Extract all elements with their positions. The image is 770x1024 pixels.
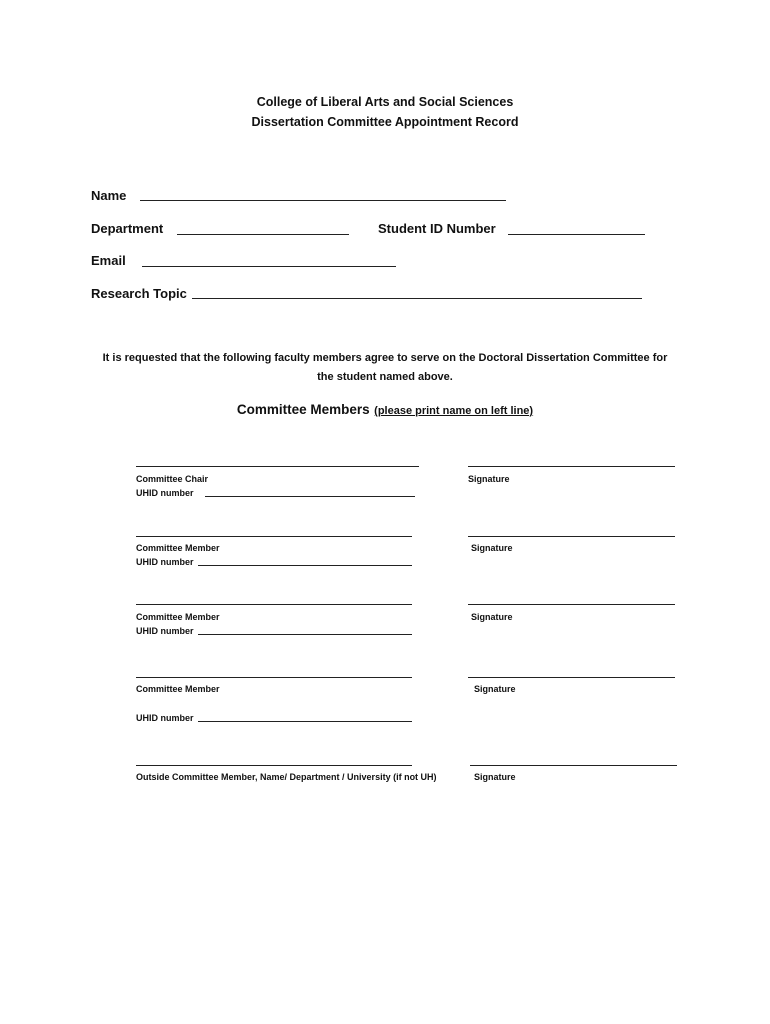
member3-signature-line[interactable] [468, 677, 675, 678]
member2-signature-line[interactable] [468, 604, 675, 605]
member2-name-line[interactable] [136, 604, 412, 605]
member3-name-line[interactable] [136, 677, 412, 678]
committee-title: Committee Members [236, 402, 370, 417]
research-topic-label: Research Topic [91, 286, 187, 301]
chair-signature-line[interactable] [468, 466, 675, 467]
member3-uhid-label: UHID number [136, 713, 194, 723]
member3-uhid-line[interactable] [198, 721, 412, 722]
outside-signature-label: Signature [474, 772, 516, 782]
chair-uhid-line[interactable] [205, 496, 415, 497]
name-label: Name [91, 188, 127, 203]
member2-label: Committee Member [136, 612, 220, 622]
member2-uhid-label: UHID number [136, 626, 194, 636]
student-id-label: Student ID Number [378, 221, 496, 236]
chair-uhid-label: UHID number [136, 488, 194, 498]
department-label: Department [91, 221, 164, 236]
member3-label: Committee Member [136, 684, 220, 694]
outside-signature-line[interactable] [470, 765, 677, 766]
chair-label: Committee Chair [136, 474, 209, 484]
email-label: Email [91, 253, 126, 268]
chair-signature-label: Signature [468, 474, 510, 484]
outside-member-label: Outside Committee Member, Name/ Department / University (if not UH) [136, 772, 437, 782]
outside-member-name-line[interactable] [136, 765, 412, 766]
member3-signature-label: Signature [474, 684, 516, 694]
email-line[interactable] [142, 266, 396, 267]
member2-signature-label: Signature [471, 612, 513, 622]
request-text-line2: the student named above. [317, 371, 453, 383]
member1-name-line[interactable] [136, 536, 412, 537]
request-text-line1: It is requested that the following faculty members agree to serve on the Doctoral Dissertation Committee for [102, 352, 668, 364]
member1-uhid-label: UHID number [136, 557, 194, 567]
research-topic-line[interactable] [192, 298, 642, 299]
member1-signature-line[interactable] [468, 536, 675, 537]
student-id-line[interactable] [508, 234, 645, 235]
member1-uhid-line[interactable] [198, 565, 412, 566]
member2-uhid-line[interactable] [198, 634, 412, 635]
chair-name-line[interactable] [136, 466, 419, 467]
name-line[interactable] [140, 200, 506, 201]
committee-note: (please print name on left line) [374, 405, 534, 417]
member1-signature-label: Signature [471, 543, 513, 553]
form-title: Dissertation Committee Appointment Record [251, 115, 519, 129]
committee-heading [0, 401, 770, 419]
member1-label: Committee Member [136, 543, 220, 553]
department-line[interactable] [177, 234, 349, 235]
college-title: College of Liberal Arts and Social Sciences [256, 95, 514, 109]
